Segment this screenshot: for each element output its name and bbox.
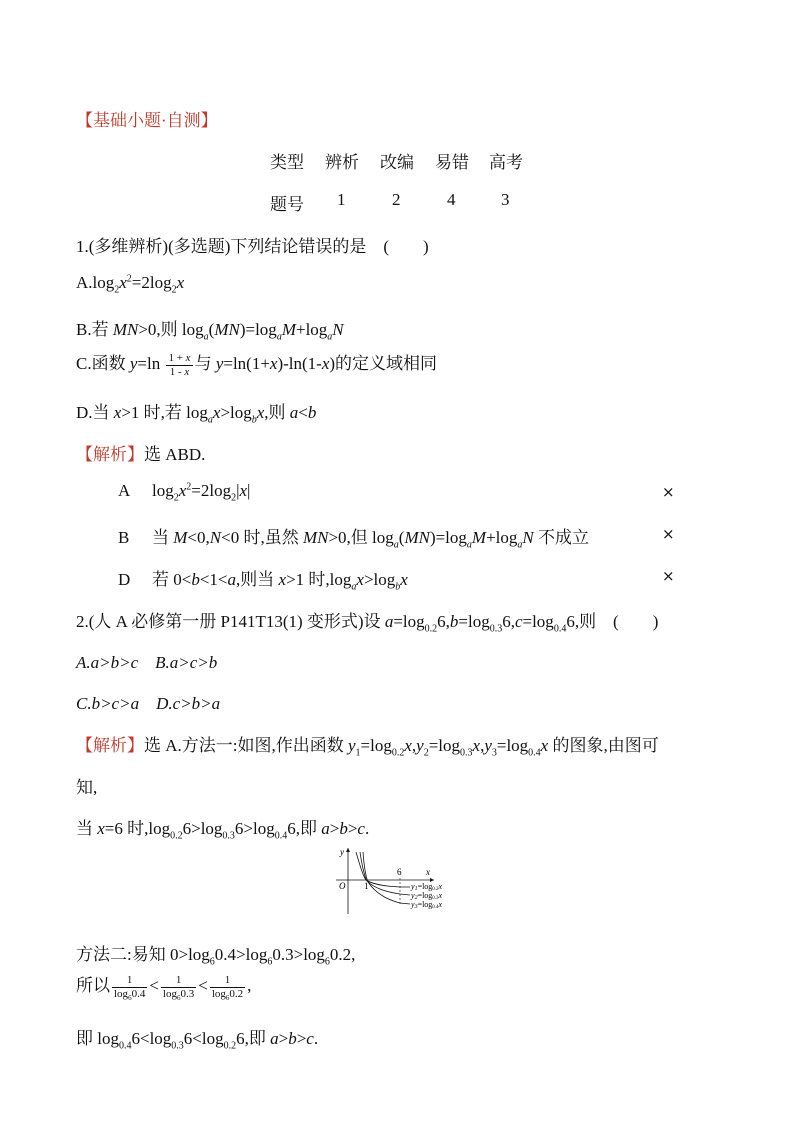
wrong-mark-a: × (662, 483, 675, 501)
q1-analysis-row-d: D 若 0<b<1<a,则当 x>1 时$,\log_ax>\log_bx$ (118, 570, 408, 593)
q2-method2-prefix: 方法二:易知 (76, 945, 170, 964)
curve-label-y3: y3=log0.4x (411, 900, 443, 910)
q1-option-b: B.若 MN>0,则 $\log_a(MN)=\log_aM+\log_aN$ (76, 320, 344, 343)
wrong-mark-d: × (662, 567, 675, 585)
table-cell-4: 3 (501, 190, 510, 209)
section-title: 【基础小题·自测】 (76, 111, 218, 130)
tick-six-label: 6 (397, 867, 402, 877)
q2-jiexi-label: 【解析】 (76, 736, 144, 755)
fraction: $\frac{1 + x}{1 - x}$ (168, 351, 191, 378)
suoyi-label: 所以 (76, 976, 110, 995)
q1-jiexi-text: 选 ABD. (144, 445, 206, 464)
table-header-adapt: 改编 (380, 153, 414, 172)
q1-analysis-row-b: B 当 M<0,N<0 时,虽然 MN>0,但 $\log_a(MN)=\log_aM+\log_aN$ 不成立 (118, 528, 589, 551)
q2-choices-row1: A.a>b>c B.a>c>b (76, 653, 218, 672)
fraction: $\frac{1}{\log_60.2}$ (211, 973, 244, 1002)
q2-stem: 2.(人 A 必修第一册 P141T13(1) 变形式)设 $a=\log_{0.2}6,b=\log_{0.3}6,c=\log_{0.4}6$,则 ( ) (76, 612, 659, 635)
curve-y3 (363, 852, 410, 904)
q1-option-a: $A.\log_2x^2=2\log_2x$ (76, 273, 185, 296)
table-header-type: 类型 (270, 153, 304, 172)
q1-option-c: C.函数 y=ln $\frac{1 + x}{1 - x}$ 与 y=ln(1+x)-ln(1-x)的定义域相同 (76, 351, 438, 378)
log-graph-figure (334, 844, 468, 916)
q2-fraction-line: 所以 $\frac{1}{\log_60.4}$ < $\frac{1}{\log_60.3}$ < $\frac{1}{\log_60.2}$ , (76, 973, 252, 1002)
q1-option-d: D.当 x>1 时,若 $\log_ax>\log_bx$,则 a<b (76, 403, 317, 426)
q2-choices-row2: C.b>c>a D.c>b>a (76, 694, 221, 713)
fraction: $\frac{1}{\log_60.4}$ (114, 973, 146, 1002)
table-header-exam: 高考 (489, 153, 523, 172)
q1-stem: 1.(多维辨析)(多选题)下列结论错误的是 ( ) (76, 237, 429, 256)
curve-label-y2: y2=log0.3x (411, 891, 443, 901)
q2-jiexi-text1: 选 A.方法一:如图,作出函数 (144, 736, 348, 755)
tick-one-label: 1 (364, 881, 369, 891)
q2-stem-prefix: 2.(人 A 必修第一册 P141T13(1) 变形式)设 (76, 612, 385, 631)
q2-jiexi-line1: 【解析】选 A.方法一:如图,作出函数 $y_1=\log_{0.2}x,y_2=\log_{0.3}x,y_3=\log_{0.4}x$ 的图象,由图可 (76, 736, 659, 759)
y-axis-label: y (340, 847, 344, 857)
wrong-mark-b: × (662, 525, 675, 543)
table-cell-1: 1 (337, 190, 346, 209)
q1-answer (76, 440, 205, 465)
q1-analysis-row-a: A $\log_2x^2=2\log_2|x|$ (118, 481, 251, 504)
table-cell-2: 2 (392, 190, 401, 209)
x-axis-label: x (426, 867, 430, 877)
fraction: $\frac{1}{\log_60.3}$ (162, 973, 195, 1002)
q2-method2: 方法二:易知 $0>\log_60.4>\log_60.3>\log_60.2$, (76, 945, 356, 968)
table-row-label: 题号 (270, 195, 304, 214)
table-header-analysis: 辨析 (325, 153, 359, 172)
q2-jiexi-line3: 当 x=6 时$,\log_{0.2}6>\log_{0.3}6>\log_{0.4}6$,即 a>b>c. (76, 819, 370, 842)
curve-label-y1: y1=log0.2x (411, 882, 443, 892)
q1-jiexi-label: 【解析】 (76, 445, 144, 464)
table-header-error: 易错 (435, 153, 469, 172)
q2-jiexi-line2: 知, (76, 778, 98, 797)
q2-conclusion: 即 $\log_{0.4}6<\log_{0.3}6<\log_{0.2}6$,即 a>b>c. (76, 1029, 319, 1052)
origin-label: O (339, 881, 346, 891)
table-cell-3: 4 (447, 190, 456, 209)
